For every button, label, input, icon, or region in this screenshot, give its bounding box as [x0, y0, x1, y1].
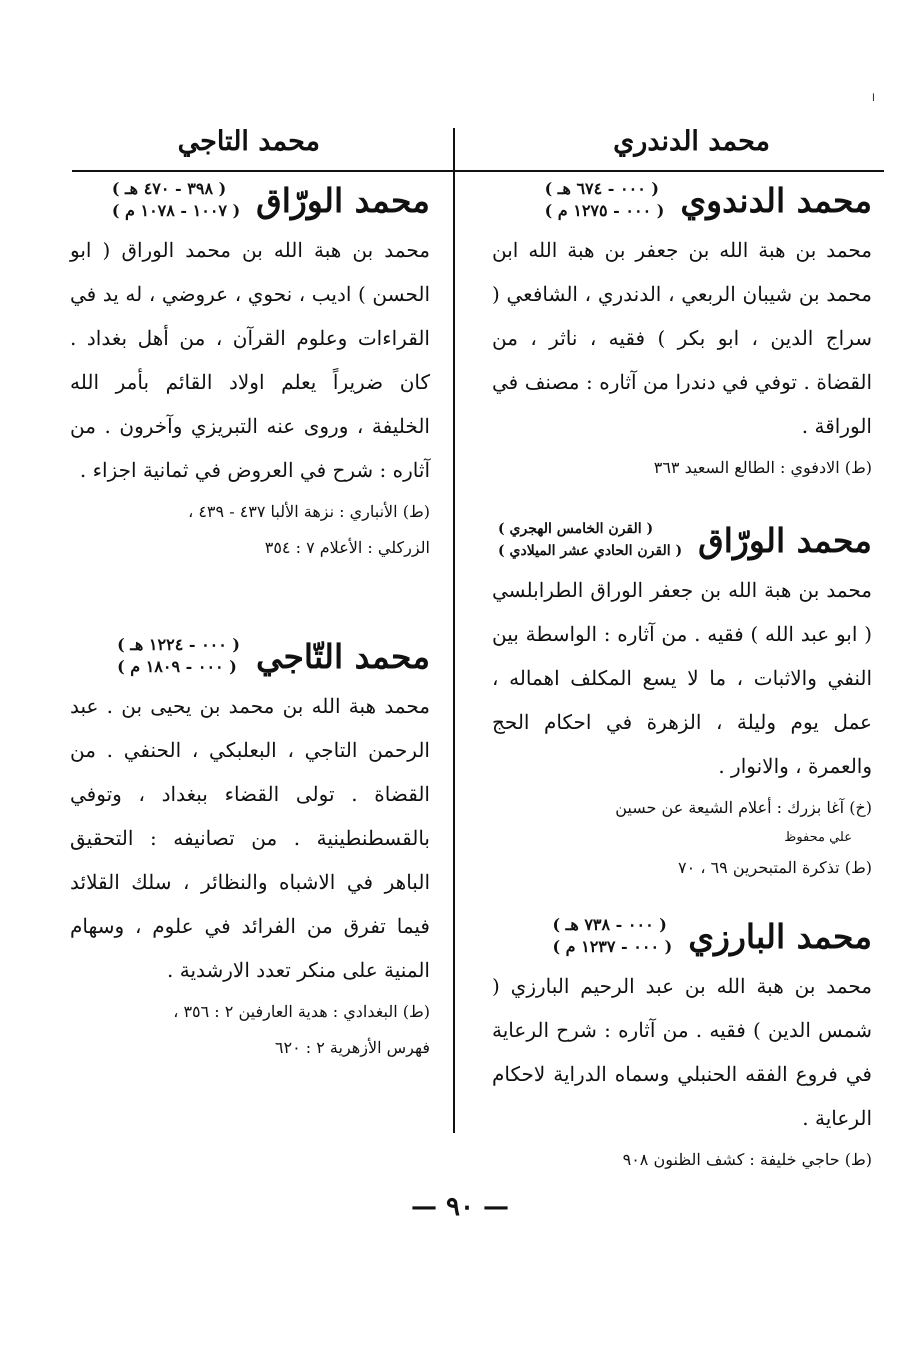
header-rule — [72, 170, 884, 172]
entry-reference: (خ) آغا بزرك : أعلام الشيعة عن حسين — [615, 798, 872, 817]
entry-header — [492, 518, 872, 562]
entry-reference-continued: علي محفوظ — [784, 830, 852, 845]
entry-body: محمد بن هبة الله بن جعفر بن هبة الله ابن محمد بن شيبان الربعي ، الدندري ، الشافعي ( سراج الدين ، ابو بكر ) فقيه ، ناثر ، من القضاة . توفي في دندرا من آثاره : مصنف في الوراقة . — [492, 238, 872, 438]
entry-header — [70, 178, 430, 222]
entry-name: محمد البارزي — [688, 916, 872, 956]
entry-body: محمد بن هبة الله بن محمد الوراق ( ابو الحسن ) اديب ، نحوي ، عروضي ، له يد في القراءات وعلوم القرآن ، من أهل بغداد . كان ضريراً يعلم اولاد القائم بأمر الله الخليفة ، وروى عنه التبريزي وآخرون . من آثاره : شرح في العروض في ثمانية اجزاء . — [70, 238, 430, 482]
entry-name: محمد التّاجي — [255, 636, 430, 676]
entry-dates — [112, 178, 240, 222]
dates-miladi: ( ٠٠٠ - ١٢٧٥ م ) — [544, 201, 665, 220]
dates-miladi: ( ٠٠٠ - ١٨٠٩ م ) — [117, 657, 237, 676]
right-running-title: محمد الدندري — [613, 126, 770, 157]
entry-name: محمد الدندوي — [680, 180, 872, 220]
dates-miladi: ( ٠٠٠ - ١٢٣٧ م ) — [552, 937, 673, 956]
entry-body: محمد بن هبة الله بن عبد الرحيم البارزي ( شمس الدين ) فقيه . من آثاره : شرح الرعاية في فروع الفقه الحنبلي وسماه الدراية لاحكام الرعاية . — [492, 974, 872, 1130]
entry-body: محمد هبة الله بن محمد بن يحيى بن . عبد الرحمن التاجي ، البعلبكي ، الحنفي . من القضاة . تولى القضاء ببغداد ، وتوفي بالقسطنطينية . من تصانيفه : التحقيق الباهر في الاشباه والنظائر ، سلك القلائد فيما تفرق من الفرائد في علوم ، وسهام المنية على منكر تعدد الارشدية . — [70, 694, 430, 982]
dates-hijri: ( ٣٩٨ - ٤٧٠ هـ ) — [111, 179, 227, 198]
entry-warraq-tarabulsi — [492, 518, 872, 884]
entry-barizi — [492, 914, 872, 1176]
dates-hijri: ( القرن الخامس الهجري ) — [498, 521, 654, 537]
dates-hijri: ( ٠٠٠ - ١٢٢٤ هـ ) — [117, 635, 240, 654]
entry-dandari — [492, 178, 872, 484]
entry-reference: فهرس الأزهرية ٢ : ٦٢٠ — [274, 1038, 430, 1057]
entry-dates — [552, 914, 672, 958]
dates-hijri: ( ٠٠٠ - ٦٧٤ هـ ) — [544, 179, 659, 198]
entry-header — [70, 634, 430, 678]
dates-miladi: ( القرن الحادي عشر الميلادي ) — [498, 543, 683, 559]
dates-miladi: ( ١٠٠٧ - ١٠٧٨ م ) — [111, 201, 241, 220]
page-number: — ٩٠ — — [410, 1192, 510, 1222]
left-running-title: محمد التاجي — [177, 126, 320, 157]
entry-name: محمد الورّاق — [698, 520, 872, 560]
entry-dates — [117, 634, 240, 678]
entry-body: محمد بن هبة الله بن جعفر الوراق الطرابلسي ( ابو عبد الله ) فقيه . من آثاره : الواسطة بين النفي والاثبات ، ما لا يسع المكلف اهماله ، عمل يوم وليلة ، الزهرة في احكام الحج والعمرة ، والانوار . — [492, 578, 872, 778]
column-divider — [453, 128, 455, 1133]
entry-header — [492, 914, 872, 958]
dates-hijri: ( ٠٠٠ - ٧٣٨ هـ ) — [552, 915, 667, 934]
right-column — [492, 178, 872, 1220]
entry-reference: (ط) البغدادي : هدية العارفين ٢ : ٣٥٦ ، — [173, 1002, 430, 1021]
entry-taji — [70, 634, 430, 1064]
corner-mark: ا — [872, 93, 875, 104]
left-column — [70, 178, 430, 1108]
entry-warraq-baghdadi — [70, 178, 430, 564]
entry-reference: (ط) الأنباري : نزهة الألبا ٤٣٧ - ٤٣٩ ، — [188, 502, 430, 521]
entry-reference: الزركلي : الأعلام ٧ : ٣٥٤ — [264, 538, 430, 557]
entry-reference: (ط) تذكرة المتبحرين ٦٩ ، ٧٠ — [678, 858, 872, 877]
entry-header — [492, 178, 872, 222]
entry-dates — [545, 178, 665, 222]
entry-name: محمد الورّاق — [256, 180, 430, 220]
entry-dates — [498, 518, 682, 562]
entry-reference: (ط) حاجي خليفة : كشف الظنون ٩٠٨ — [622, 1150, 872, 1169]
entry-reference: (ط) الادفوي : الطالع السعيد ٣٦٣ — [653, 458, 872, 477]
